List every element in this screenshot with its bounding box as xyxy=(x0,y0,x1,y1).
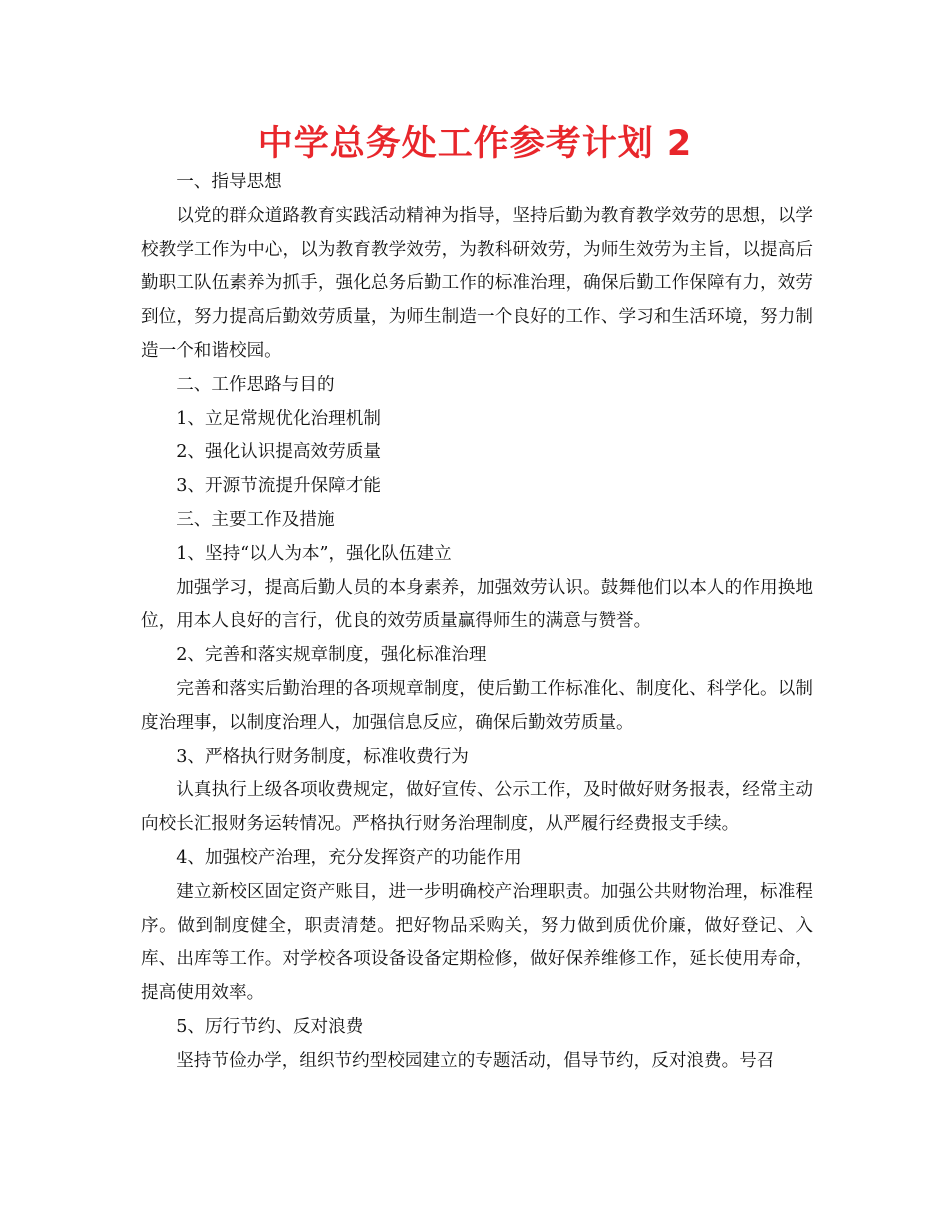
list-item: 2、强化认识提高效劳质量 xyxy=(176,442,381,463)
document-body xyxy=(141,166,813,1079)
list-item: 1、立足常规优化治理机制 xyxy=(176,408,381,429)
paragraph: 以党的群众道路教育实践活动精神为指导，坚持后勤为教育教学效劳的思想，以学校教学工作为中心，以为教育教学效劳，为教科研效劳，为师生效劳为主旨，以提高后勤职工队伍素养为抓手，强化总务后勤工作的标准治理，确保后勤工作保障有力，效劳到位，努力提高后勤效劳质量，为师生制造一个良好的工作、学习和生活环境，努力制造一个和谐校园。 xyxy=(141,205,813,361)
section-heading: 一、指导思想 xyxy=(176,172,282,192)
subsection-heading: 3、严格执行财务制度，标准收费行为 xyxy=(176,746,469,767)
paragraph: 建立新校区固定资产账目，进一步明确校产治理职责。加强公共财物治理，标准程序。做到制度健全，职责清楚。把好物品采购关，努力做到质优价廉，做好登记、入库、出库等工作。对学校各项设备设备定期检修，做好保养维修工作，延长使用寿命，提高使用效率。 xyxy=(141,881,813,1004)
paragraph: 认真执行上级各项收费规定，做好宣传、公示工作，及时做好财务报表，经常主动向校长汇报财务运转情况。严格执行财务治理制度，从严履行经费报支手续。 xyxy=(141,780,813,835)
paragraph: 加强学习，提高后勤人员的本身素养，加强效劳认识。鼓舞他们以本人的作用换地位，用本人良好的言行，优良的效劳质量赢得师生的满意与赞誉。 xyxy=(141,577,813,632)
paragraph: 完善和落实后勤治理的各项规章制度，使后勤工作标准化、制度化、科学化。以制度治理事，以制度治理人，加强信息反应，确保后勤效劳质量。 xyxy=(141,678,813,733)
section-heading: 三、主要工作及措施 xyxy=(176,509,335,530)
list-item: 3、开源节流提升保障才能 xyxy=(176,476,381,497)
subsection-heading: 2、完善和落实规章制度，强化标准治理 xyxy=(176,645,487,666)
subsection-heading: 1、坚持“以人为本”，强化队伍建立 xyxy=(176,543,452,564)
section-heading: 二、工作思路与目的 xyxy=(176,374,335,395)
subsection-heading: 4、加强校产治理，充分发挥资产的功能作用 xyxy=(176,847,522,868)
paragraph: 坚持节俭办学，组织节约型校园建立的专题活动，倡导节约，反对浪费。号召 xyxy=(176,1050,775,1071)
document-title: 中学总务处工作参考计划 2 xyxy=(257,124,693,164)
subsection-heading: 5、厉行节约、反对浪费 xyxy=(176,1016,364,1037)
